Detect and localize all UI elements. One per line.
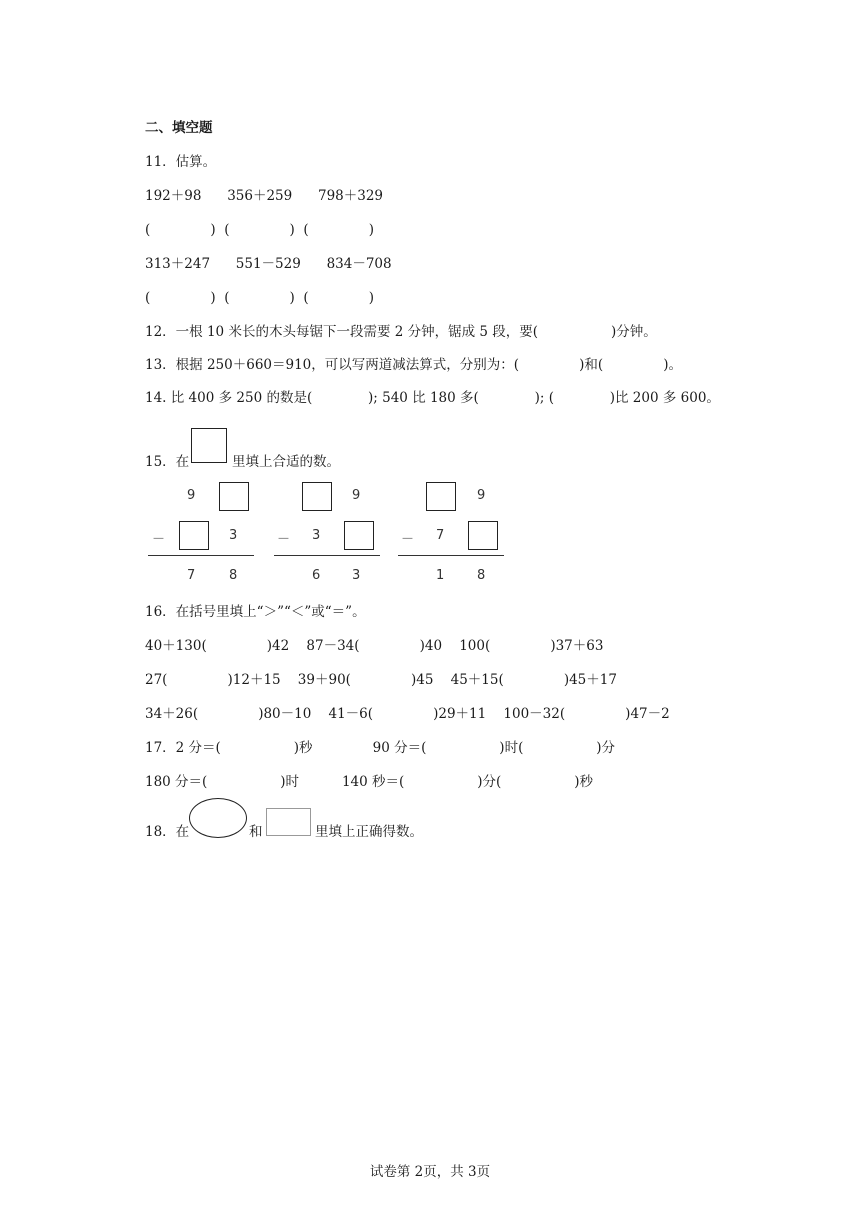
q16-title: 16．在括号里填上“＞”“＜”或“＝”。 [145,604,366,620]
digit: 9 [187,488,196,503]
vertical-line [398,555,504,556]
digit: 3 [229,528,238,543]
answer-box[interactable] [344,521,374,550]
answer-box[interactable] [426,482,456,511]
digit: 7 [436,528,445,543]
digit: 8 [229,568,238,583]
q18-oval-blank[interactable] [189,798,247,838]
q15-prefix: 15．在 [145,454,190,470]
q11-row1: 192＋98 356＋259 798＋329 [145,188,384,204]
q16-row2: 27( )12＋15 39＋90( )45 45＋15( )45＋17 [145,672,617,688]
digit: 9 [352,488,361,503]
digit: 6 [312,568,321,583]
minus-sign: － [152,532,166,547]
digit: 9 [477,488,486,503]
q16-row3: 34＋26( )80－10 41－6( )29＋11 100－32( )47－2 [145,706,670,722]
answer-box[interactable] [468,521,498,550]
digit: 7 [187,568,196,583]
digit: 8 [477,568,486,583]
q15-sample-box [191,428,227,463]
q18-rect-blank[interactable] [266,808,311,836]
answer-box[interactable] [302,482,332,511]
answer-box[interactable] [179,521,209,550]
page-footer: 试卷第 2页，共 3页 [369,1164,491,1180]
vertical-line [274,555,380,556]
q11-paren2: ( ) ( ) ( ) [145,290,374,306]
q11-row2: 313＋247 551－529 834－708 [145,256,392,272]
section-title: 二、填空题 [145,120,213,136]
q13: 13．根据 250＋660＝910，可以写两道减法算式，分别为：( )和( )。 [145,357,682,373]
q14: 14. 比 400 多 250 的数是( ); 540 比 180 多( ); ( )比 200 多 600。 [145,390,720,406]
q17-row2: 180 分＝( )时 140 秒＝( )分( )秒 [145,774,593,790]
answer-box[interactable] [219,482,249,511]
q11-paren1: ( ) ( ) ( ) [145,222,374,238]
digit: 3 [312,528,321,543]
digit: 1 [436,568,445,583]
q18-suffix: 里填上正确得数。 [315,824,423,840]
q17-row1: 17．2 分＝( )秒 90 分＝( )时( )分 [145,740,616,756]
minus-sign: － [401,532,415,547]
q12: 12．一根 10 米长的木头每锯下一段需要 2 分钟，锯成 5 段，要( )分钟。 [145,324,657,340]
q16-row1: 40＋130( )42 87－34( )40 100( )37＋63 [145,638,604,654]
vertical-line [148,555,254,556]
q18-middle: 和 [249,824,263,840]
digit: 3 [352,568,361,583]
q11-title: 11．估算。 [145,154,217,170]
q18-prefix: 18．在 [145,824,190,840]
q15-suffix: 里填上合适的数。 [232,454,340,470]
minus-sign: － [277,532,291,547]
